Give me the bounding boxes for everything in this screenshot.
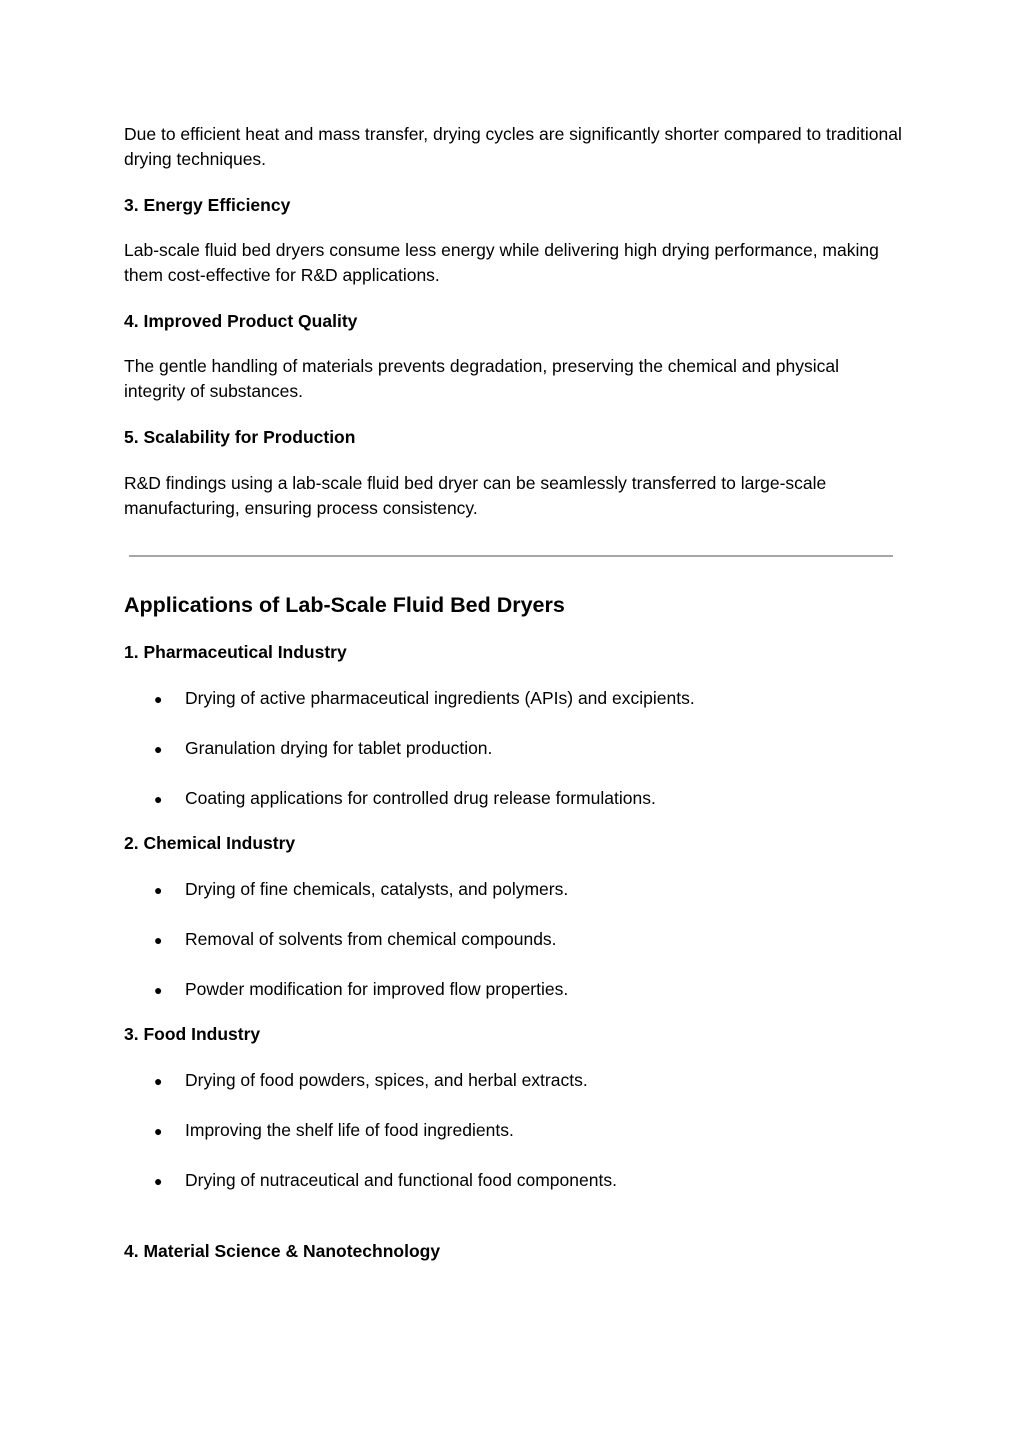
benefit-title-scalability: 5. Scalability for Production: [124, 427, 356, 447]
bullet-icon: ●: [154, 791, 163, 807]
bullet-icon: ●: [154, 982, 163, 998]
list-item-text: Powder modification for improved flow properties.: [185, 979, 569, 999]
section-title-pharmaceutical: 1. Pharmaceutical Industry: [124, 642, 347, 662]
benefit-title-product-quality: 4. Improved Product Quality: [124, 311, 358, 331]
list-item-text: Drying of nutraceutical and functional food components.: [185, 1170, 617, 1190]
bullet-icon: ●: [154, 1073, 163, 1089]
list-item: [154, 686, 695, 712]
section-title-chemical: 2. Chemical Industry: [124, 833, 296, 853]
intro-paragraph: Due to efficient heat and mass transfer, drying cycles are significantly shorter compared to traditional drying techniques.: [124, 124, 902, 169]
bullet-icon: ●: [154, 1173, 163, 1189]
bullet-icon: ●: [154, 741, 163, 757]
bullet-icon: ●: [154, 882, 163, 898]
list-item: [154, 877, 568, 903]
list-item: [154, 927, 557, 953]
section-title-material-science: 4. Material Science & Nanotechnology: [124, 1241, 441, 1261]
list-item-text: Removal of solvents from chemical compounds.: [185, 929, 557, 949]
list-item-text: Drying of active pharmaceutical ingredients (APIs) and excipients.: [185, 688, 695, 708]
list-item: [154, 1118, 514, 1144]
bullet-icon: ●: [154, 1123, 163, 1139]
applications-heading: Applications of Lab-Scale Fluid Bed Dryers: [124, 593, 565, 617]
list-item: [154, 1168, 617, 1194]
list-item: [154, 977, 568, 1003]
bullet-icon: ●: [154, 932, 163, 948]
list-item: [154, 1068, 588, 1094]
list-item-text: Drying of food powders, spices, and herbal extracts.: [185, 1070, 588, 1090]
benefit-title-energy-efficiency: 3. Energy Efficiency: [124, 195, 291, 215]
bullet-icon: ●: [154, 691, 163, 707]
section-title-food: 3. Food Industry: [124, 1024, 261, 1044]
list-item: [154, 736, 492, 762]
benefit-text-energy-efficiency: Lab-scale fluid bed dryers consume less energy while delivering high drying performance, making them cost-effective for R&D applications.: [124, 240, 879, 285]
list-item-text: Drying of fine chemicals, catalysts, and polymers.: [185, 879, 569, 899]
benefit-text-product-quality: The gentle handling of materials prevents degradation, preserving the chemical and physical integrity of substances.: [124, 356, 840, 401]
benefit-text-scalability: R&D findings using a lab-scale fluid bed dryer can be seamlessly transferred to large-scale manufacturing, ensuring process consistency.: [124, 473, 827, 518]
list-item-text: Improving the shelf life of food ingredients.: [185, 1120, 514, 1140]
list-item: [154, 786, 656, 812]
list-item-text: Granulation drying for tablet production.: [185, 738, 493, 758]
horizontal-divider: [129, 555, 893, 557]
list-item-text: Coating applications for controlled drug release formulations.: [185, 788, 656, 808]
